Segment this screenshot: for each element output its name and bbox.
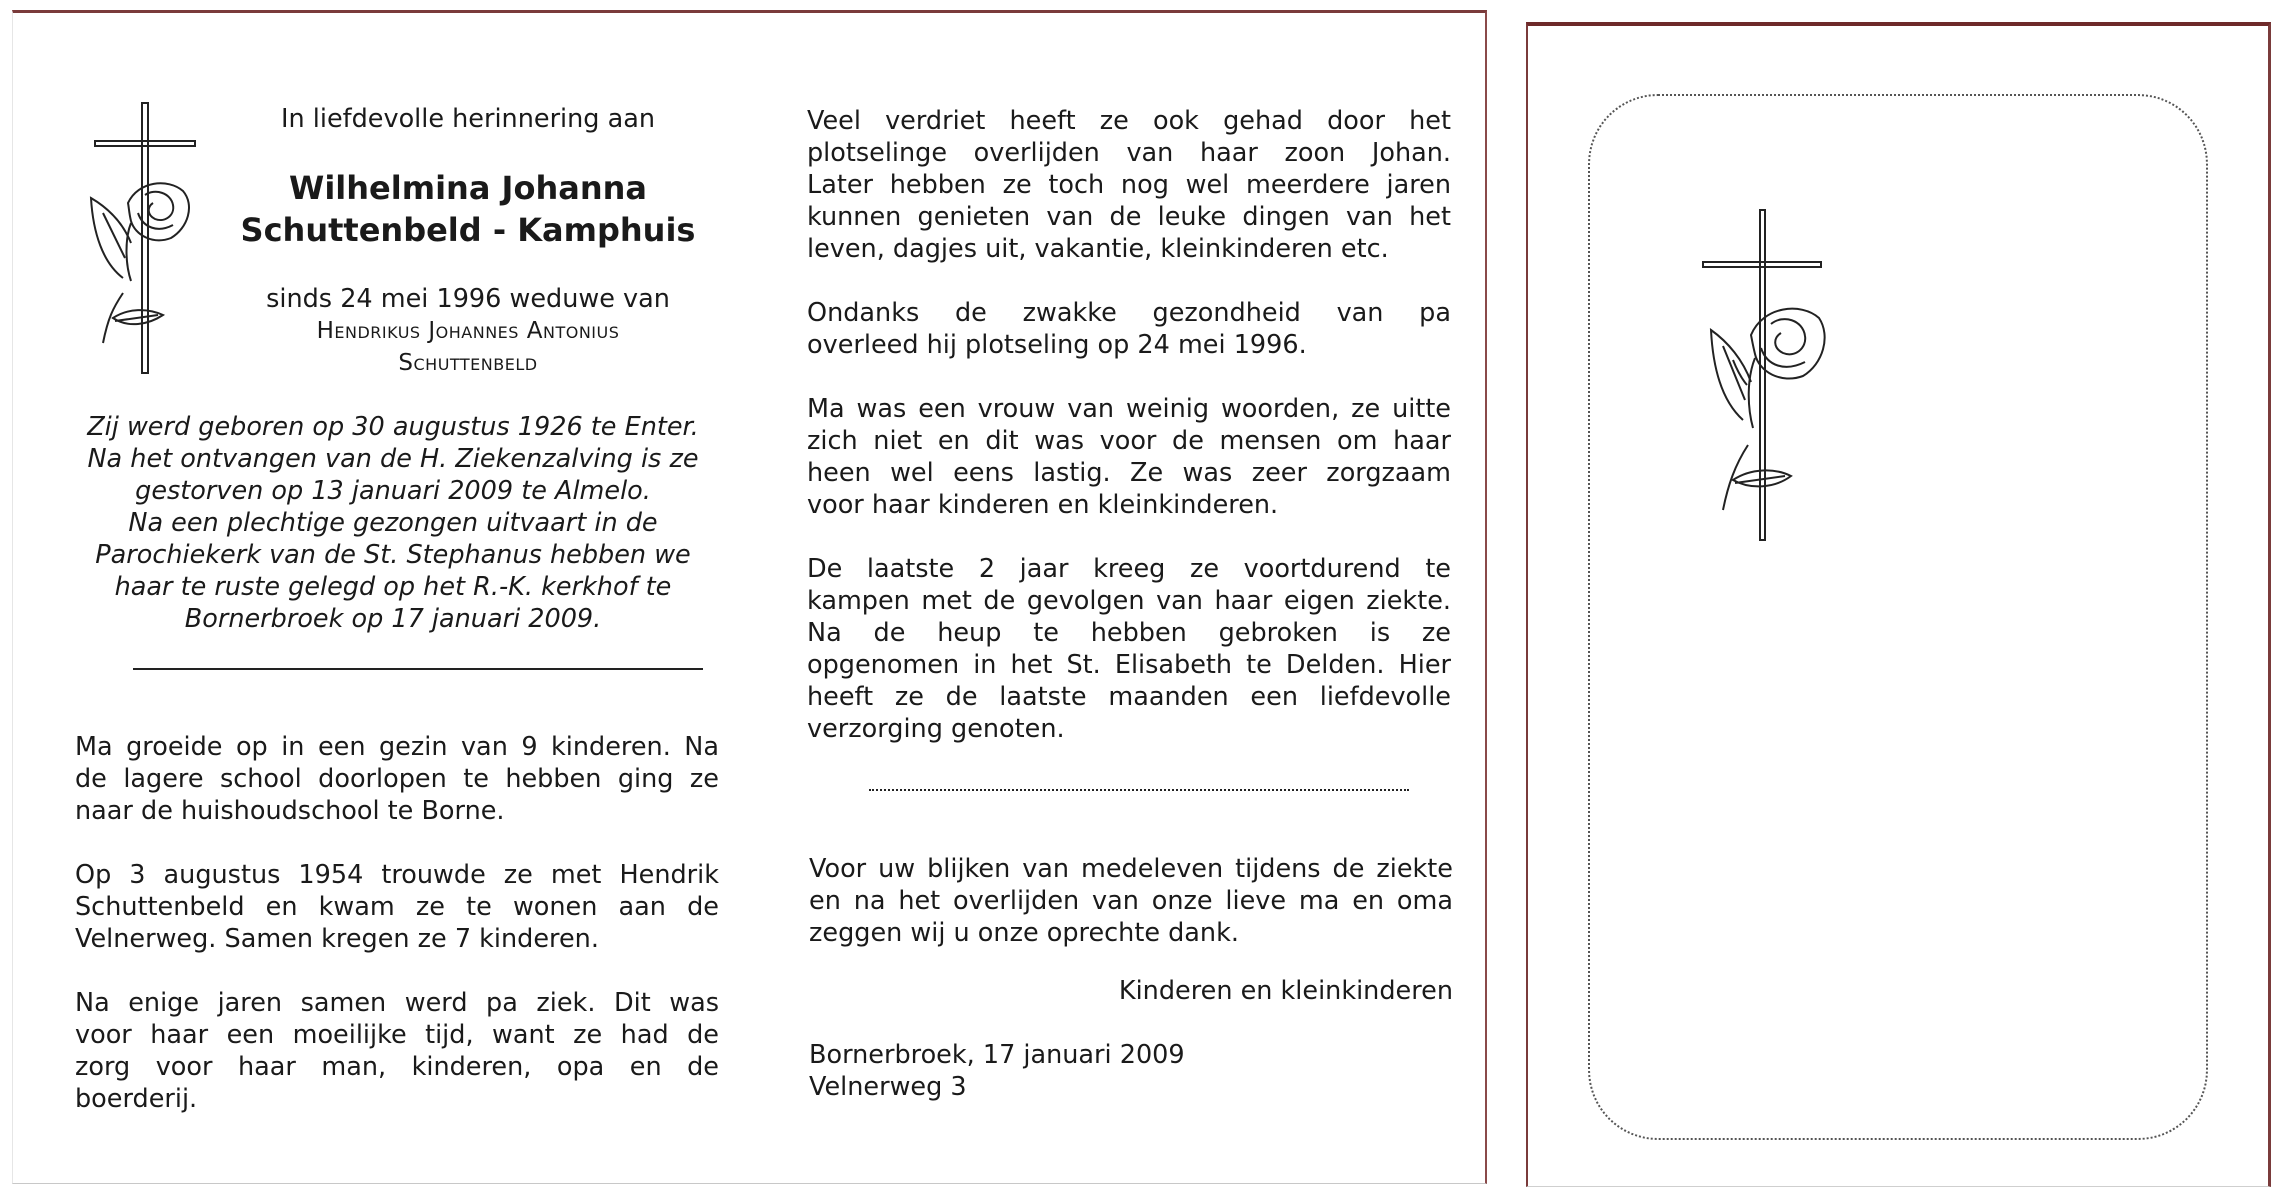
- text-line: leven, dagjes uit, vakantie, kleinkinderen etc.: [807, 234, 1389, 264]
- inner-card: [12, 10, 1487, 1184]
- thanks-paragraph: [809, 853, 1453, 949]
- intro-text: In liefdevolle herinnering aan: [280, 104, 656, 134]
- italic-line: Bornerbroek op 17 januari 2009.: [184, 604, 602, 634]
- text-line: Na enige jaren samen werd pa ziek. Dit was: [75, 988, 719, 1018]
- italic-line: Na het ontvangen van de H. Ziekenzalving is ze: [87, 444, 699, 474]
- text-line: Ondanks de zwakke gezondheid van pa: [807, 298, 1451, 328]
- cover-card: [1526, 22, 2271, 1187]
- text-line: Veel verdriet heeft ze ook gehad door het: [807, 106, 1451, 136]
- text-line: boerderij.: [75, 1084, 198, 1114]
- text-line: heeft ze de laatste maanden een liefdevolle: [807, 682, 1451, 712]
- text-line: en na het overlijden van onze lieve ma en oma: [809, 886, 1453, 916]
- text-line: verzorging genoten.: [807, 714, 1065, 744]
- text-line: Velnerweg. Samen kregen ze 7 kinderen.: [75, 924, 599, 954]
- text-line: zeggen wij u onze oprechte dank.: [809, 918, 1239, 948]
- text-line: naar de huishoudschool te Borne.: [75, 796, 505, 826]
- italic-line: gestorven op 13 januari 2009 te Almelo.: [135, 476, 651, 506]
- text-line: Ma groeide op in een gezin van 9 kinderen. Na: [75, 732, 719, 762]
- dotted-frame: [1588, 94, 2208, 1140]
- text-line: Na de heup te hebben gebroken is ze: [807, 618, 1451, 648]
- left-paragraph-1: [75, 731, 719, 827]
- left-paragraph-2: [75, 859, 719, 955]
- italic-line: Na een plechtige gezongen uitvaart in de: [128, 508, 658, 538]
- place-date: Bornerbroek, 17 januari 2009: [809, 1040, 1185, 1070]
- text-line: zorg voor haar man, kinderen, opa en de: [75, 1052, 719, 1082]
- text-line: de lagere school doorlopen te hebben ging ze: [75, 764, 719, 794]
- left-paragraph-3: [75, 987, 719, 1115]
- cross-rose-icon: [1703, 210, 1853, 550]
- right-paragraph-3: [807, 393, 1451, 521]
- text-line: Voor uw blijken van medeleven tijdens de ziekte: [809, 854, 1453, 884]
- right-paragraph-2: [807, 297, 1451, 361]
- italic-line: Parochiekerk van de St. Stephanus hebben we: [95, 540, 691, 570]
- signature: Kinderen en kleinkinderen: [1118, 976, 1453, 1006]
- address: Velnerweg 3: [809, 1072, 967, 1102]
- deceased-name-line1: Wilhelmina Johanna: [289, 169, 647, 207]
- text-line: plotselinge overlijden van haar zoon Johan.: [807, 138, 1451, 168]
- text-line: kampen met de gevolgen van haar eigen ziekte.: [807, 586, 1451, 616]
- cross-rose-icon: [83, 103, 223, 383]
- text-line: zich niet en dit was voor de mensen om haar: [807, 426, 1451, 456]
- text-line: Schuttenbeld en kwam ze te wonen aan de: [75, 892, 719, 922]
- text-line: De laatste 2 jaar kreeg ze voortdurend te: [807, 554, 1451, 584]
- right-paragraph-4: [807, 553, 1451, 745]
- husband-name-line2: Schuttenbeld: [398, 350, 538, 376]
- text-line: overleed hij plotseling op 24 mei 1996.: [807, 330, 1307, 360]
- dotted-divider: [869, 789, 1409, 791]
- right-paragraph-1: [807, 105, 1451, 265]
- text-line: Ma was een vrouw van weinig woorden, ze uitte: [807, 394, 1451, 424]
- text-line: heen wel eens lastig. Ze was zeer zorgzaam: [807, 458, 1451, 488]
- text-line: opgenomen in het St. Elisabeth te Delden. Hier: [807, 650, 1451, 680]
- text-line: kunnen genieten van de leuke dingen van het: [807, 202, 1451, 232]
- text-line: Later hebben ze toch nog wel meerdere jaren: [807, 170, 1451, 200]
- text-line: Op 3 augustus 1954 trouwde ze met Hendrik: [75, 860, 719, 890]
- husband-name-line1: Hendrikus Johannes Antonius: [316, 318, 620, 344]
- divider-line: [133, 668, 703, 670]
- italic-line: haar te ruste gelegd op het R.-K. kerkhof te: [114, 572, 672, 602]
- widow-line: sinds 24 mei 1996 weduwe van: [266, 284, 670, 314]
- deceased-name-line2: Schuttenbeld - Kamphuis: [240, 211, 696, 249]
- text-line: voor haar kinderen en kleinkinderen.: [807, 490, 1279, 520]
- text-line: voor haar een moeilijke tijd, want ze had de: [75, 1020, 719, 1050]
- italic-line: Zij werd geboren op 30 augustus 1926 te Enter.: [87, 412, 699, 442]
